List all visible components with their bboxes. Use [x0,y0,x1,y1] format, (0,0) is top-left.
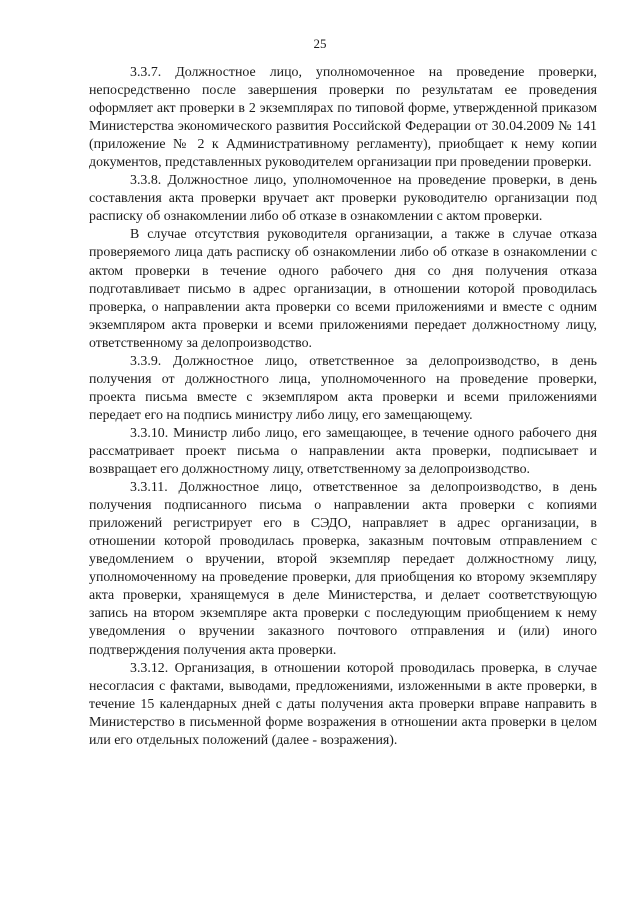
paragraph-3-3-12: 3.3.12. Организация, в отношении которой проводилась проверка, в случае несогласия с фактами, выводами, предложениями, изложенными в акте проверки, в течение 15 календарных дней с даты получения акта проверки вправе направить в Министерство в письменной форме возражения в отношении акта проверки в целом или его отдельных положений (далее - возражения). [89,660,597,748]
paragraph-3-3-9: 3.3.9. Должностное лицо, ответственное за делопроизводство, в день получения от должностного лица, уполномоченного на проведение проверки, проекта письма вместе с экземпляром акта проверки и всеми приложениями передает его на подпись министру либо лицу, его замещающему. [89,353,597,423]
page-number: 25 [313,36,327,51]
paragraph-3-3-10: 3.3.10. Министр либо лицо, его замещающее, в течение одного рабочего дня рассматривает проект письма о направлении акта проверки, подписывает и возвращает его должностному лицу, ответственному за делопроизводство. [89,425,597,478]
paragraph-3-3-8: 3.3.8. Должностное лицо, уполномоченное на проведение проверки, в день составления акта проверки вручает акт проверки руководителю организации под расписку об ознакомлении либо об отказе в ознакомлении с актом проверки. [89,173,597,225]
paragraph-3-3-7: 3.3.7. Должностное лицо, уполномоченное на проведение проверки, непосредственно после завершения проверки по результатам ее проведения оформляет акт проверки в 2 экземплярах по типовой форме, утвержденной приказом Министерства экономического развития Российской Федерации от 30.04.2009 № 141 (приложение № 2 к Административному регламенту), приобщает к нему копии документов, представленных руководителем организации при проведении проверки. [89,65,597,171]
document-body [89,64,597,750]
paragraph-absence-of-head: В случае отсутствия руководителя организации, а также в случае отказа проверяемого лица дать расписку об ознакомлении либо об отказе в ознакомлении с актом проверки в течение одного рабочего дня со дня получения отказа подготавливает письмо в адрес организации, в отношении которой проводилась проверка, о направлении акта проверки со всеми приложениями и вместе с одним экземпляром акта проверки и всеми приложениями передает должностному лицу, ответственному за делопроизводство. [89,227,597,351]
paragraph-3-3-11: 3.3.11. Должностное лицо, ответственное за делопроизводство, в день получения подписанного письма о направлении акта проверки с копиями приложений регистрирует его в СЭДО, направляет в адрес организации, в отношении которой проводилась проверка, заказным почтовым отправлением с уведомлением о вручении, второй экземпляр передает должностному лицу, уполномоченному на проведение проверки, для приобщения ко второму экземпляру акта проверки, хранящемуся в деле Министерства, и делает соответствующую запись на втором экземпляре акта проверки с последующим приобщением к нему уведомления о вручении заказного почтового отправления и (или) иного подтверждения получения акта проверки. [89,480,597,658]
